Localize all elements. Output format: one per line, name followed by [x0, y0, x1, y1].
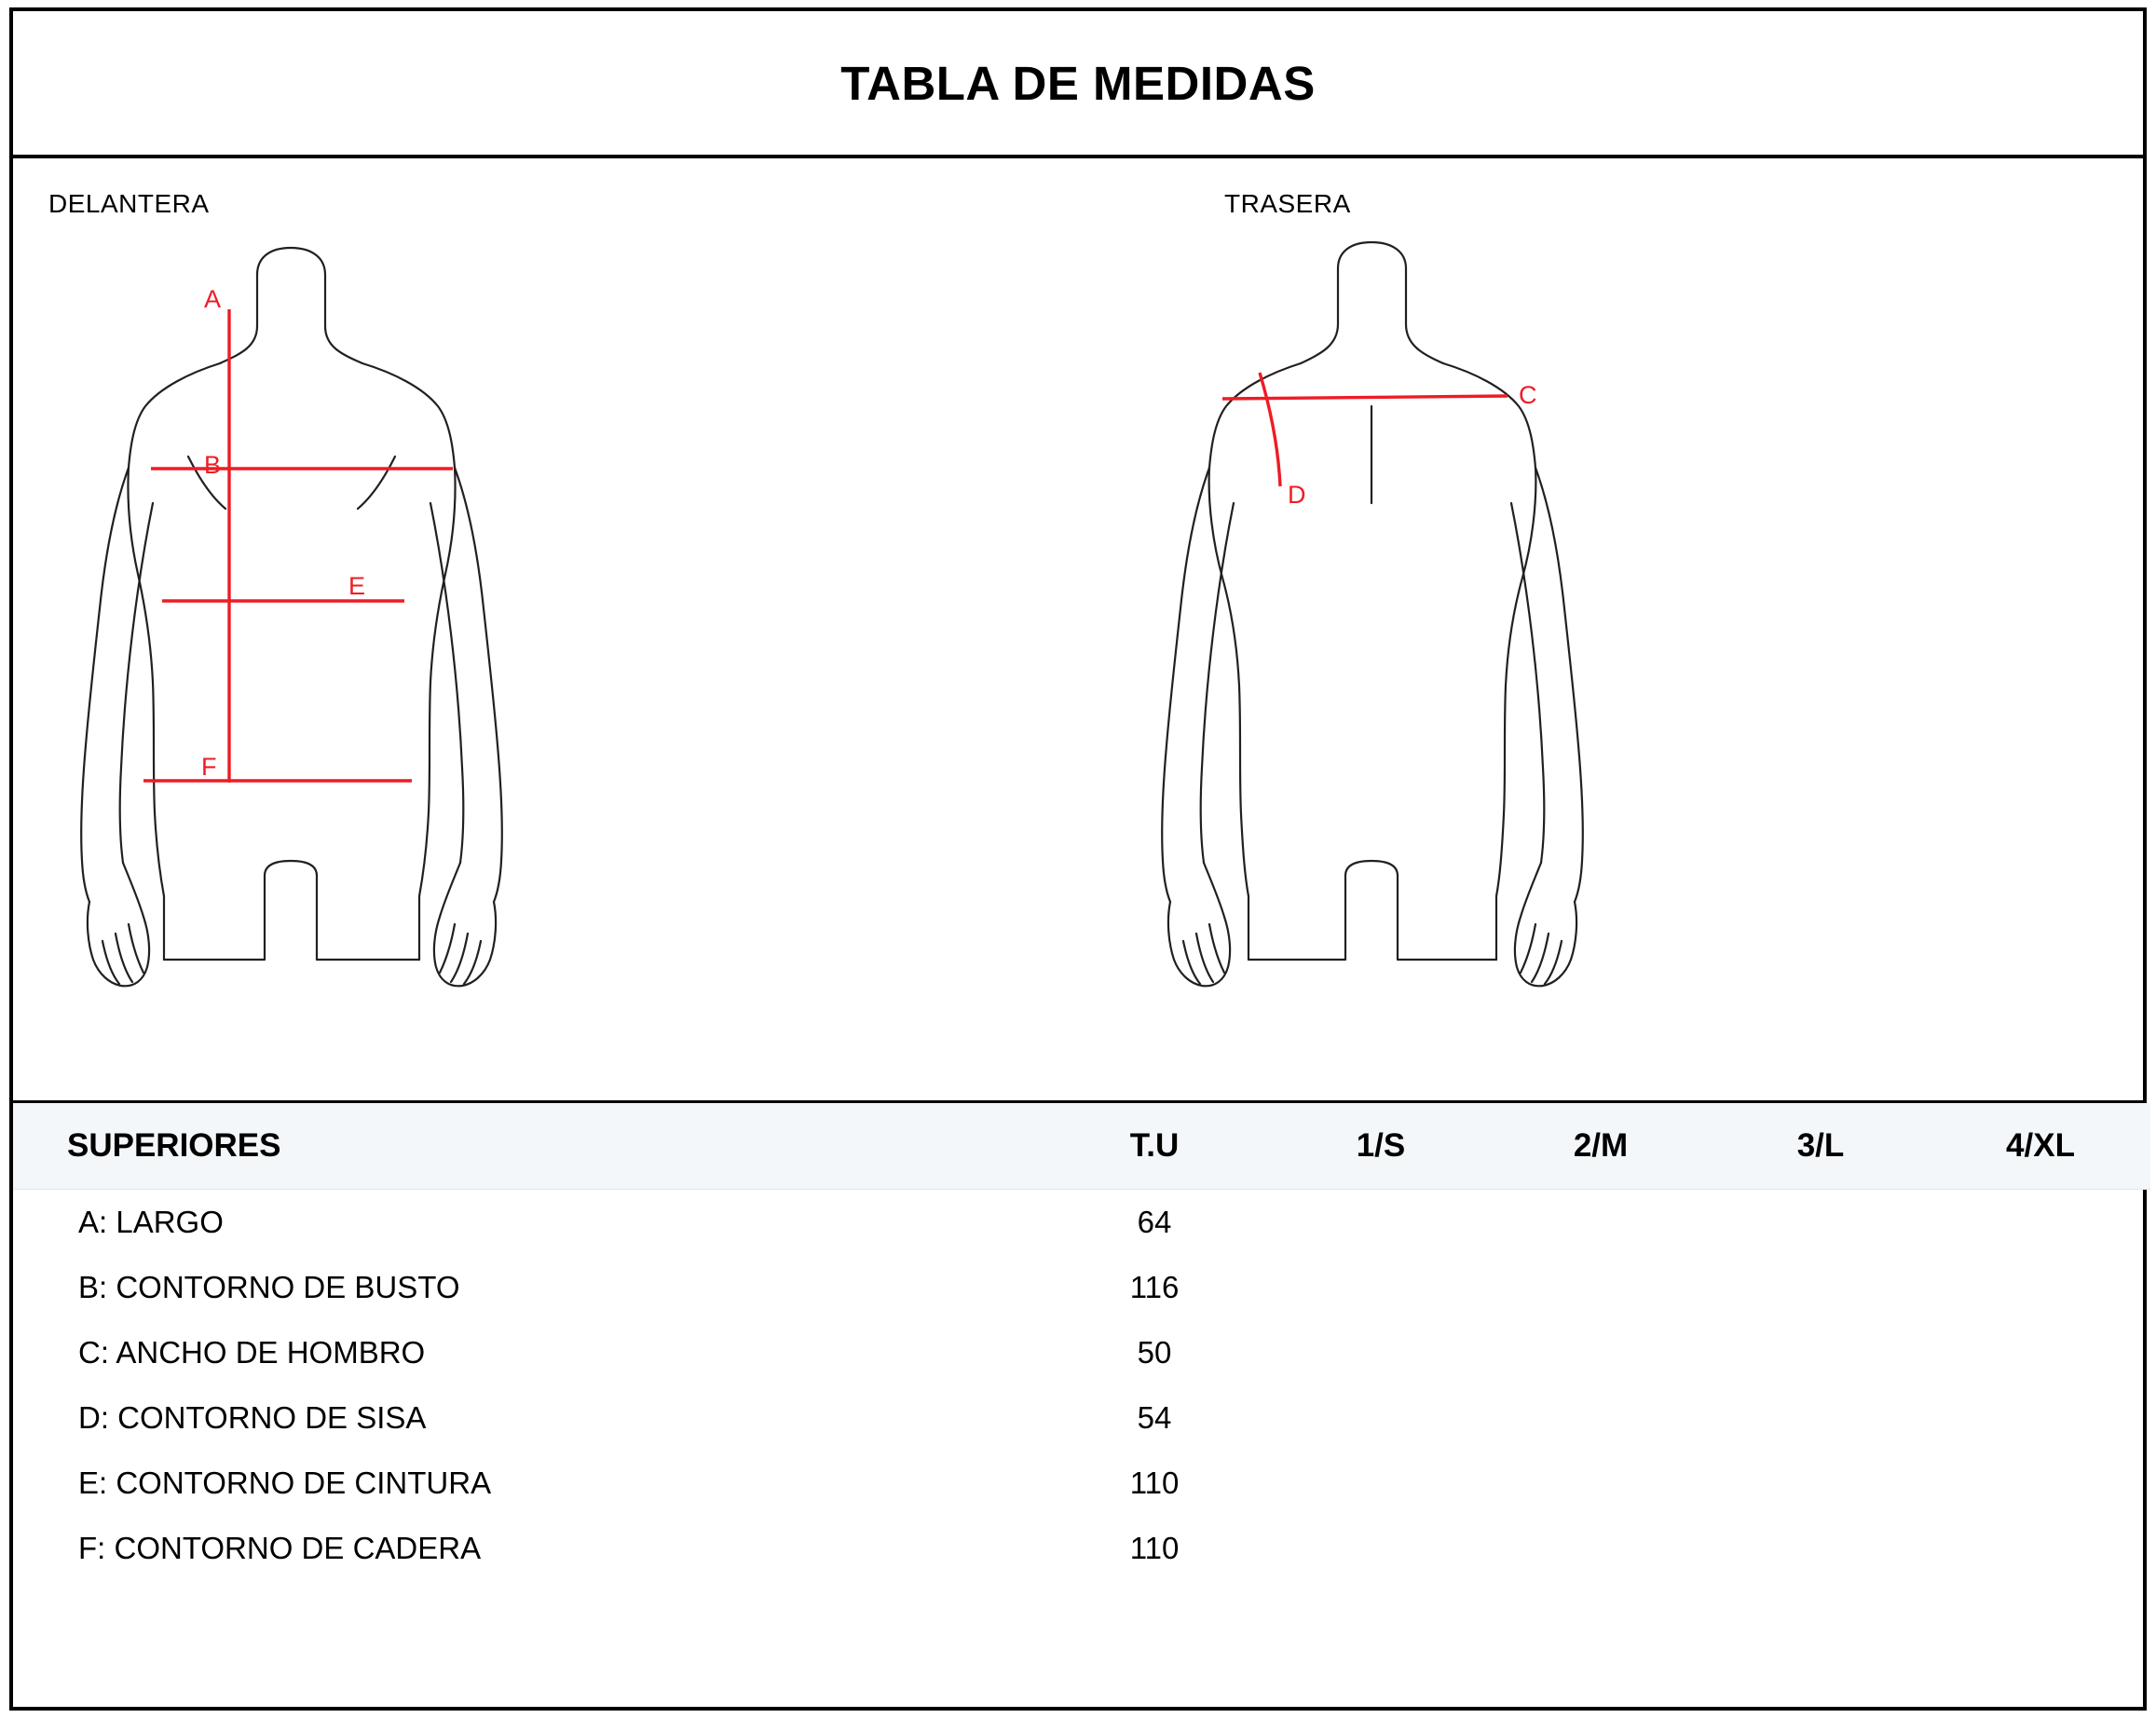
row-b-tu: 116 [1129, 1270, 1180, 1304]
back-view-label: TRASERA [1224, 189, 1351, 218]
table-row [13, 1516, 2150, 1581]
row-e-m [1491, 1451, 1711, 1516]
row-e-l [1711, 1451, 1931, 1516]
header-category: SUPERIORES [13, 1103, 1038, 1190]
back-body-diagram [1122, 224, 1644, 997]
row-c-m [1491, 1320, 1711, 1385]
header-size-m: 2/M [1491, 1103, 1711, 1190]
marker-C: C [1519, 381, 1537, 409]
table-row [13, 1385, 2150, 1451]
row-f-xl [1931, 1516, 2150, 1581]
row-label-b: B: CONTORNO DE BUSTO [78, 1270, 460, 1304]
row-label-c: C: ANCHO DE HOMBRO [78, 1335, 426, 1370]
row-e-s [1271, 1451, 1491, 1516]
row-d-tu: 54 [1137, 1400, 1172, 1435]
header-size-s: 1/S [1271, 1103, 1491, 1190]
row-d-m [1491, 1385, 1711, 1451]
row-b-l [1711, 1255, 1931, 1320]
marker-D: D [1288, 481, 1306, 509]
page-title: TABLA DE MEDIDAS [840, 56, 1316, 110]
row-e-xl [1931, 1451, 2150, 1516]
size-chart-sheet [9, 7, 2147, 1711]
marker-E: E [348, 572, 366, 600]
row-f-l [1711, 1516, 1931, 1581]
row-a-l [1711, 1190, 1931, 1256]
row-a-s [1271, 1190, 1491, 1256]
row-label-e: E: CONTORNO DE CINTURA [78, 1466, 492, 1500]
row-d-xl [1931, 1385, 2150, 1451]
row-c-xl [1931, 1320, 2150, 1385]
row-a-xl [1931, 1190, 2150, 1256]
row-label-a: A: LARGO [78, 1205, 224, 1239]
header-size-l: 3/L [1711, 1103, 1931, 1190]
marker-F: F [201, 753, 217, 781]
table-row [13, 1320, 2150, 1385]
table-row [13, 1255, 2150, 1320]
row-a-m [1491, 1190, 1711, 1256]
header-size-xl: 4/XL [1931, 1103, 2150, 1190]
row-label-f: F: CONTORNO DE CADERA [78, 1531, 482, 1565]
measurements-table-wrap [13, 1103, 2143, 1707]
table-header-row [13, 1103, 2150, 1190]
row-f-tu: 110 [1129, 1531, 1180, 1565]
figures-panel [13, 158, 2143, 1103]
row-c-s [1271, 1320, 1491, 1385]
marker-B: B [204, 451, 222, 479]
row-b-xl [1931, 1255, 2150, 1320]
measurements-table [13, 1103, 2150, 1581]
row-c-tu: 50 [1137, 1335, 1172, 1370]
row-d-l [1711, 1385, 1931, 1451]
row-e-tu: 110 [1129, 1466, 1180, 1500]
row-f-s [1271, 1516, 1491, 1581]
header-size-tu: T.U [1038, 1103, 1271, 1190]
row-b-m [1491, 1255, 1711, 1320]
table-row [13, 1451, 2150, 1516]
row-label-d: D: CONTORNO DE SISA [78, 1400, 427, 1435]
row-a-tu: 64 [1137, 1205, 1172, 1239]
row-d-s [1271, 1385, 1491, 1451]
marker-A: A [204, 285, 222, 313]
front-body-diagram [41, 224, 563, 997]
row-f-m [1491, 1516, 1711, 1581]
row-c-l [1711, 1320, 1931, 1385]
table-row [13, 1190, 2150, 1256]
title-bar [13, 11, 2143, 158]
front-view-label: DELANTERA [48, 189, 210, 218]
row-b-s [1271, 1255, 1491, 1320]
